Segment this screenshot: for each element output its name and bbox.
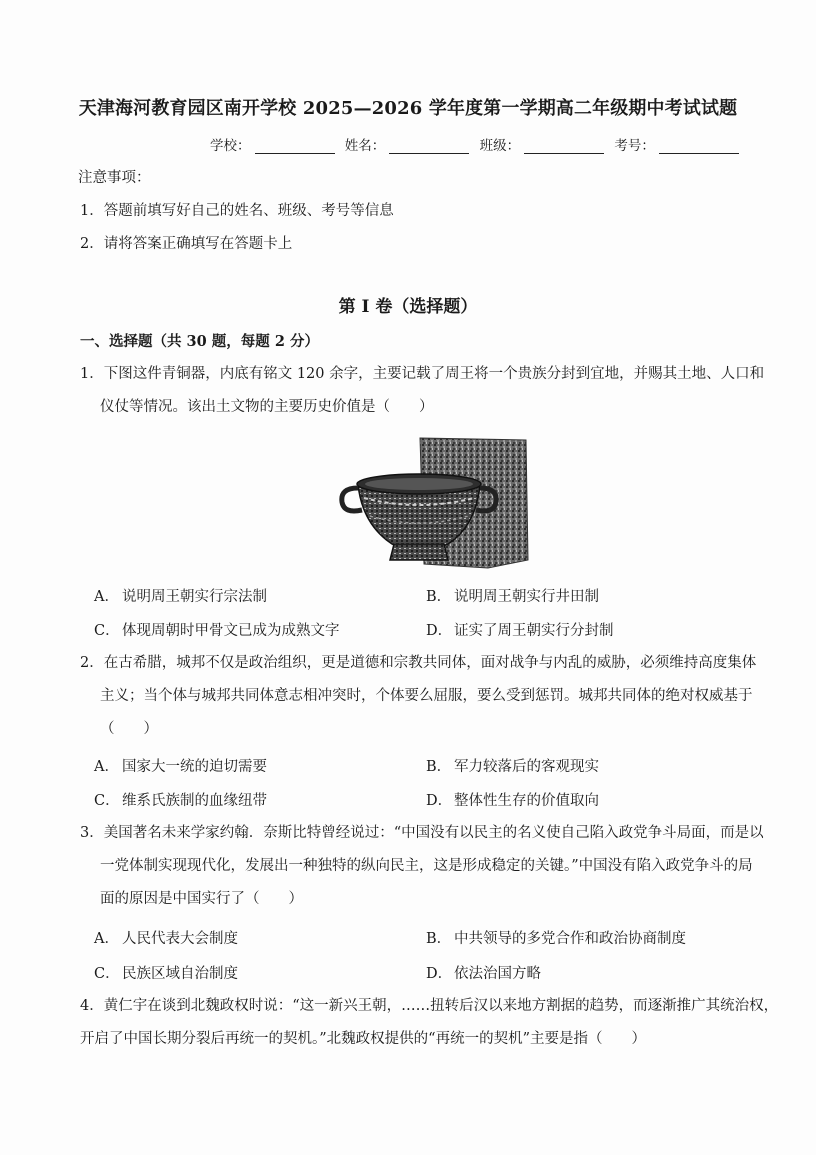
option-letter: A． — [94, 589, 119, 605]
option-letter: D． — [426, 966, 453, 982]
question-2-option-b[interactable] — [426, 755, 599, 776]
exam-number-label: 考号： — [614, 138, 655, 154]
question-2-option-d[interactable] — [426, 789, 599, 810]
option-letter: B． — [426, 931, 452, 947]
question-3-line-1: 3．美国著名未来学家约翰．奈斯比特曾经说过：“中国没有以民主的名义使自己陷入政党争斗局面，而是以 — [80, 825, 764, 841]
question-3-option-b[interactable] — [426, 927, 686, 948]
question-4-line-2: 开启了中国长期分裂后再统一的契机。”北魏政权提供的“再统一的契机”主要是指（ ） — [80, 1031, 646, 1047]
school-label: 学校： — [210, 138, 251, 154]
option-letter: D． — [426, 623, 453, 639]
question-1-option-a[interactable] — [94, 585, 267, 606]
question-2-line-2: 主义；当个体与城邦共同体意志相冲突时，个体要么屈服，要么受到惩罚。城邦共同体的绝对权威基于 — [100, 688, 753, 704]
exam-title: 天津海河教育园区南开学校 2025—2026 学年度第一学期高二年级期中考试试题 — [78, 98, 738, 119]
student-info-line — [210, 134, 745, 154]
exam-number-blank[interactable] — [659, 139, 739, 154]
option-text: 军力较落后的客观现实 — [454, 759, 599, 775]
question-1-line-2: 仪仗等情况。该出土文物的主要历史价值是（ ） — [100, 399, 434, 415]
option-text: 证实了周王朝实行分封制 — [454, 623, 614, 639]
class-blank[interactable] — [524, 139, 604, 154]
question-1-option-c[interactable] — [94, 619, 340, 640]
notice-label: 注意事项： — [78, 170, 151, 186]
class-label: 班级： — [479, 138, 521, 154]
option-letter: C． — [94, 793, 120, 809]
question-3-option-c[interactable] — [94, 962, 238, 983]
option-text: 说明周王朝实行井田制 — [454, 589, 599, 605]
option-letter: D． — [426, 793, 453, 809]
option-text: 民族区域自治制度 — [122, 966, 238, 982]
name-label: 姓名： — [344, 138, 386, 154]
question-1-option-d[interactable] — [426, 619, 614, 640]
option-text: 说明周王朝实行宗法制 — [122, 589, 267, 605]
option-letter: C． — [94, 966, 120, 982]
question-2-option-a[interactable] — [94, 755, 267, 776]
name-blank[interactable] — [389, 139, 469, 154]
option-letter: A． — [94, 931, 119, 947]
option-text: 体现周朝时甲骨文已成为成熟文字 — [122, 623, 340, 639]
bronze-vessel-image — [338, 432, 532, 572]
question-3-option-d[interactable] — [426, 962, 541, 983]
option-text: 维系氏族制的血缘纽带 — [122, 793, 267, 809]
question-1-line-1: 1．下图这件青铜器，内底有铭文 120 余字，主要记载了周王将一个贵族分封到宜地，并赐其土地、人口和 — [80, 366, 765, 382]
question-2-line-3: （ ） — [100, 721, 158, 737]
question-2-option-c[interactable] — [94, 789, 267, 810]
notice-item: 1．答题前填写好自己的姓名、班级、考号等信息 — [80, 203, 394, 219]
option-letter: B． — [426, 759, 452, 775]
option-text: 依法治国方略 — [454, 966, 541, 982]
option-letter: C． — [94, 623, 120, 639]
question-1-option-b[interactable] — [426, 585, 599, 606]
question-4-line-1: 4．黄仁宇在谈到北魏政权时说：“这一新兴王朝，……扭转后汉以来地方割据的趋势，而逐渐推广其统治权， — [80, 998, 779, 1014]
question-3-option-a[interactable] — [94, 927, 238, 948]
option-letter: A． — [94, 759, 119, 775]
section-title: 第 I 卷（选择题） — [338, 297, 478, 317]
option-text: 人民代表大会制度 — [122, 931, 238, 947]
question-3-line-2: 一党体制实现现代化，发展出一种独特的纵向民主，这是形成稳定的关键。”中国没有陷入政党争斗的局 — [100, 858, 753, 874]
question-3-line-3: 面的原因是中国实行了（ ） — [100, 891, 303, 907]
question-2-line-1: 2．在古希腊，城邦不仅是政治组织，更是道德和宗教共同体，面对战争与内乱的威胁，必须维持高度集体 — [80, 655, 757, 671]
school-blank[interactable] — [255, 139, 335, 154]
part-heading: 一、选择题（共 30 题，每题 2 分） — [80, 333, 319, 350]
option-text: 国家大一统的迫切需要 — [122, 759, 267, 775]
option-text: 中共领导的多党合作和政治协商制度 — [454, 931, 686, 947]
notice-item: 2．请将答案正确填写在答题卡上 — [80, 236, 293, 252]
option-letter: B． — [426, 589, 452, 605]
option-text: 整体性生存的价值取向 — [454, 793, 599, 809]
